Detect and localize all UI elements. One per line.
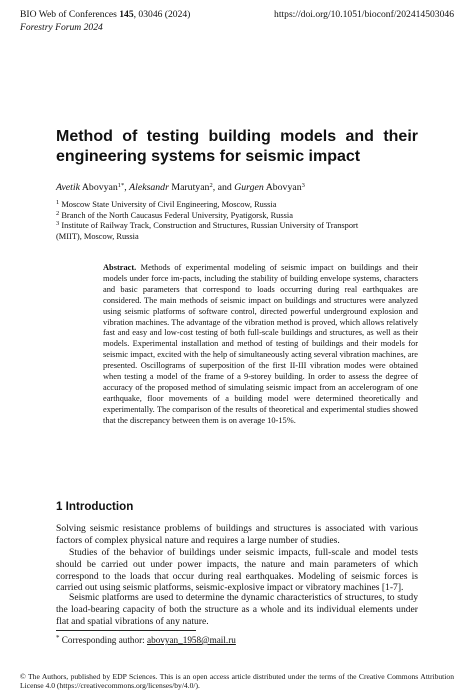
paper-title: Method of testing building models and their engineering systems for seismic impact: [56, 128, 418, 165]
author-first-name: Avetik: [56, 182, 80, 193]
author-affiliation-marker: 3: [301, 182, 305, 189]
journal-citation: [20, 9, 190, 21]
affiliation-text: Branch of the North Caucasus Federal University, Pyatigorsk, Russia: [61, 210, 293, 220]
footnote-label: Corresponding author:: [59, 635, 148, 645]
author-list: [56, 182, 305, 194]
affiliation-number: 2: [56, 209, 60, 217]
section-heading: 1 Introduction: [56, 500, 134, 513]
abstract-text: Methods of experimental modeling of seismic impact on buildings and their models under force im-pacts, including the stability of building envelope systems, characters and basic parameters that correspond to loads occurring during real earthquakes are considered. The main methods of seismic impact on buildings and structures were analyzed using seismic platforms of software control, directed powerful underground explosion and vibration machines. The advantage of the vibration method is proved, which allows relatively fast and easy and low-cost testing of both full-scale buildings and structures, as well as their models. Experimental installation and method of testing of buildings and their models for seismic impact, excited with the help of simultaneously acting several vibration machines, are presented. Oscillograms of superposition of the first II-III vibration modes were obtained when testing a model of the frame of a 9-storey building. In order to assess the degree of accuracy of the proposed method of simulating seismic impact from an accelerogram of one earthquake, floor movements of a building model were determined theoretically and experimentally. The comparison of the results of theoretical and experimental studies showed that the discrepancy between them is on average 10-15%.: [103, 263, 418, 425]
author-separator: , and: [212, 182, 235, 193]
affiliation-number: 3: [56, 220, 60, 227]
doi-link[interactable]: https://doi.org/10.1051/bioconf/202414503046: [274, 9, 454, 20]
author-first-name: Gurgen: [234, 182, 264, 193]
footnote-divider: [56, 630, 196, 631]
author-last-name: Abovyan: [79, 182, 118, 193]
body-paragraph: Solving seismic resistance problems of buildings and structures is associated with various factors of complex physical nature and requires a large number of studies.: [56, 523, 418, 546]
body-paragraph: Studies of the behavior of buildings under seismic impacts, full-scale and model tests should be carried out under power impacts, the nature and main parameters of which correspond to the loads that occur during real earthquakes. Modeling of seismic forces is carried out using seismic platforms, seismic-explosive impact or vibratory machines [1-7].: [56, 547, 418, 594]
author-last-name: Abovyan: [263, 182, 302, 193]
conference-name: Forestry Forum 2024: [20, 22, 103, 33]
author-first-name: Aleksandr: [129, 182, 169, 193]
author-email-link[interactable]: abovyan_1958@mail.ru: [147, 635, 236, 645]
author-affiliation-marker: 2: [209, 182, 213, 189]
affiliation-text: Moscow State University of Civil Engineering, Moscow, Russia: [61, 200, 277, 209]
affiliation: [56, 200, 418, 211]
affiliation-text: Institute of Railway Track, Construction and Structures, Russian University of Transport (MIIT), Moscow, Russia: [56, 221, 359, 241]
abstract-label: Abstract.: [103, 263, 137, 272]
article-number: , 03046 (2024): [133, 9, 191, 20]
author-last-name: Marutyan: [168, 182, 210, 193]
affiliation-number: 1: [56, 199, 60, 206]
corresponding-author-footnote: [56, 635, 236, 646]
abstract: [103, 263, 418, 427]
journal-volume: 145: [119, 9, 134, 20]
affiliation: [56, 211, 418, 222]
journal-name: BIO Web of Conferences: [20, 9, 120, 20]
author-separator: ,: [124, 182, 130, 193]
body-paragraph: Seismic platforms are used to determine the dynamic characteristics of structures, to study the load-bearing capacity of both the structure as a whole and its individual elements under flat and spatial vibrations of any nature.: [56, 592, 418, 627]
copyright-notice: © The Authors, published by EDP Sciences. This is an open access article distributed under the terms of the Creative Commons Attribution License 4.0 (https://creativecommons.org/licenses/by/4.0/).: [20, 672, 454, 691]
affiliation: [56, 221, 386, 242]
footnote-marker: *: [56, 634, 60, 642]
author-affiliation-marker: 1*: [117, 182, 125, 189]
